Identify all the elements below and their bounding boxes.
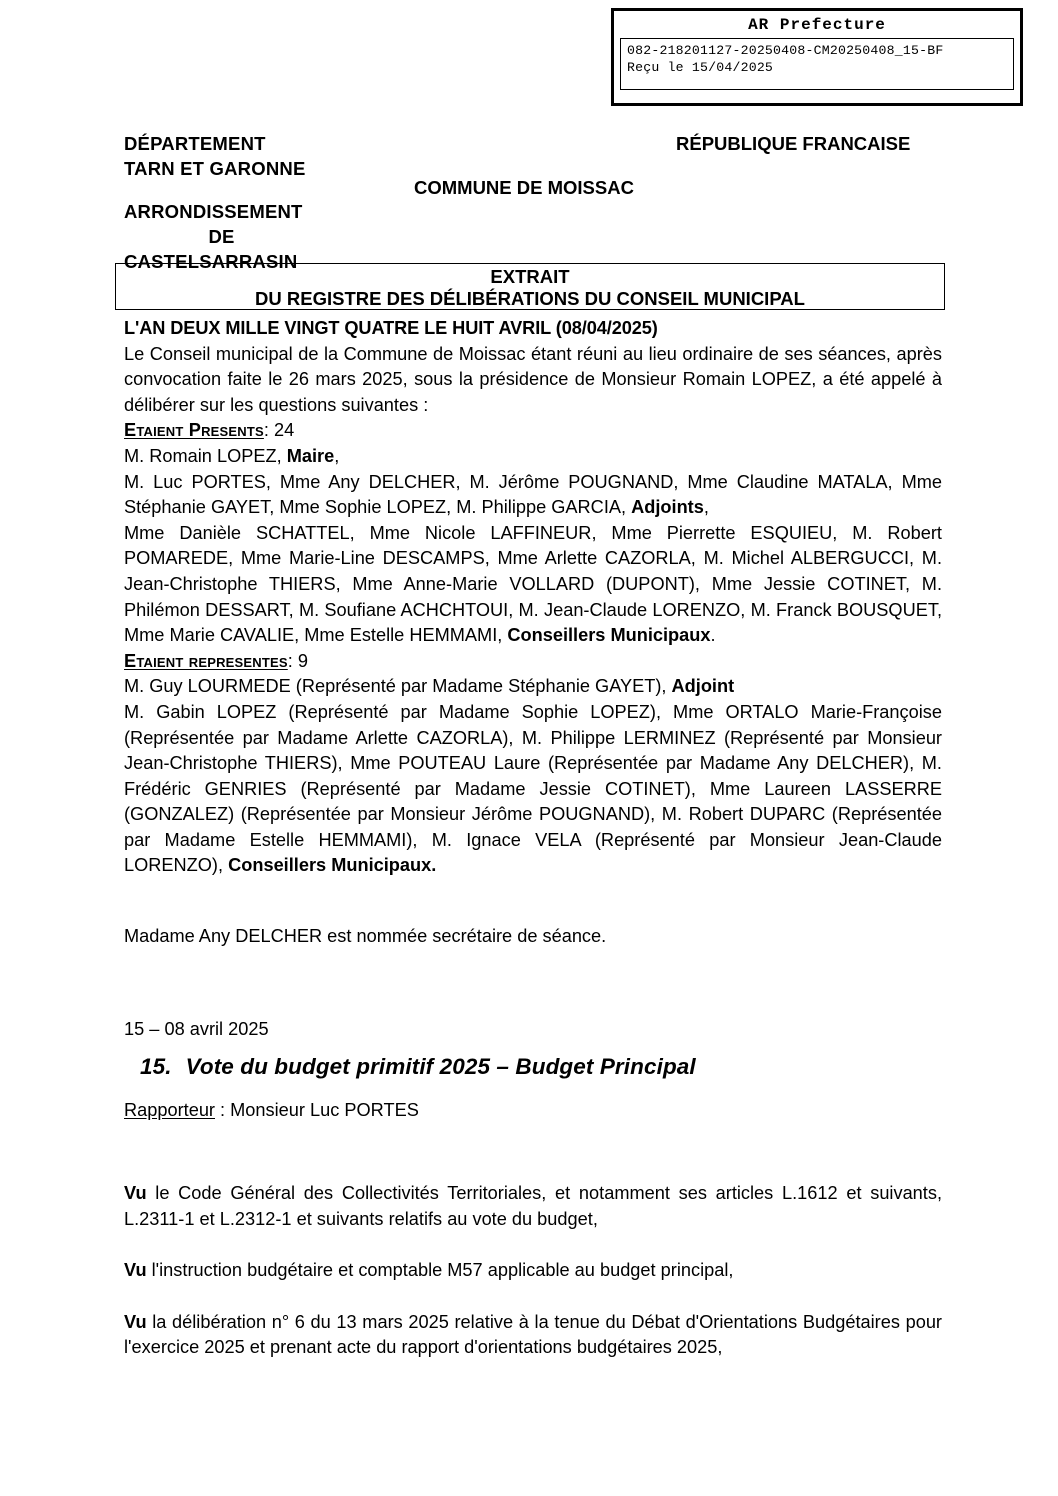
represented-label: Etaient representes bbox=[124, 650, 288, 671]
maire-role: Maire bbox=[286, 445, 335, 466]
deliberation-title-text: Vote du budget primitif 2025 – Budget Principal bbox=[185, 1054, 696, 1079]
adjoints-line bbox=[124, 470, 942, 521]
departement-block bbox=[124, 131, 306, 181]
departement-name: TARN ET GARONNE bbox=[124, 158, 306, 179]
rapporteur-value: : Monsieur Luc PORTES bbox=[215, 1100, 419, 1120]
maire-line bbox=[124, 444, 942, 470]
commune-heading: COMMUNE DE MOISSAC bbox=[414, 177, 634, 198]
represented-adjoint-name: M. Guy LOURMEDE (Représenté par Madame Stéphanie GAYET), bbox=[124, 676, 672, 697]
arrondissement-label: ARRONDISSEMENT bbox=[124, 201, 303, 222]
conseillers-present-tail: . bbox=[710, 625, 716, 646]
extrait-line-1: EXTRAIT bbox=[490, 266, 570, 287]
deliberation-title bbox=[140, 1052, 950, 1082]
rapporteur-label: Rapporteur bbox=[124, 1100, 215, 1120]
secretary-line: Madame Any DELCHER est nommée secrétaire de séance. bbox=[124, 926, 607, 946]
vu-prefix: Vu bbox=[124, 1183, 147, 1203]
adjoints-names: M. Luc PORTES, Mme Any DELCHER, M. Jérôme POUGNAND, Mme Claudine MATALA, Mme Stéphanie GAYET, Mme Sophie LOPEZ, M. Philippe GARCIA, bbox=[124, 471, 942, 518]
departement-label: DÉPARTEMENT bbox=[124, 133, 266, 154]
adjoints-tail: , bbox=[703, 497, 709, 518]
conseillers-present-names: Mme Danièle SCHATTEL, Mme Nicole LAFFINEUR, Mme Pierrette ESQUIEU, M. Robert POMAREDE, Mme Marie-Line DESCAMPS, Mme Arlette CAZORLA, M. Michel ALBERGUCCI, M. Jean-Christophe THIERS, Mme Anne-Marie VOLLARD (DUPONT), Mme Jessie COTINET, M. Philémon DESSART, M. Soufiane ACHCHTOUI, M. Jean-Claude LORENZO, M. Franck BOUSQUET, Mme Marie CAVALIE, Mme Estelle HEMMAMI, bbox=[124, 522, 942, 646]
maire-name: M. Romain LOPEZ, bbox=[124, 445, 287, 466]
session-body bbox=[124, 316, 942, 879]
represented-conseillers-names: M. Gabin LOPEZ (Représenté par Madame Sophie LOPEZ), Mme ORTALO Marie-Françoise (Représentée par Madame Arlette CAZORLA), M. Philippe LERMINEZ (Représenté par Monsieur Jean-Christophe THIERS), Mme POUTEAU Laure (Représentée par Madame Any DELCHER), M. Frédéric GENRIES (Représenté par Madame Jessie COTINET), Mme Laureen LASSERRE (GONZALEZ) (Représentée par Monsieur Jérôme POUGNAND), M. Robert DUPARC (Représentée par Madame Estelle HEMMAMI), M. Ignace VELA (Représenté par Monsieur Jean-Claude LORENZO), bbox=[124, 701, 942, 876]
rapporteur-line bbox=[124, 1098, 419, 1124]
represented-conseillers-role: Conseillers Municipaux. bbox=[228, 855, 437, 876]
vu-prefix: Vu bbox=[124, 1311, 147, 1332]
vu-clause bbox=[124, 1258, 942, 1284]
arrondissement-name: CASTELSARRASIN bbox=[124, 251, 298, 272]
ar-stamp-received-date: Reçu le 15/04/2025 bbox=[627, 60, 774, 75]
ar-prefecture-stamp bbox=[611, 8, 1023, 106]
presents-label: Etaient Presents bbox=[124, 420, 264, 441]
represented-count: : 9 bbox=[287, 650, 308, 671]
conseillers-present-line bbox=[124, 521, 942, 649]
session-date-title: L'AN DEUX MILLE VINGT QUATRE LE HUIT AVRIL (08/04/2025) bbox=[124, 318, 658, 338]
vu-clause bbox=[124, 1310, 942, 1361]
vu-text: l'instruction budgétaire et comptable M57 applicable au budget principal, bbox=[146, 1260, 734, 1281]
presents-count: : 24 bbox=[263, 420, 295, 441]
arrondissement-de: DE bbox=[208, 226, 235, 247]
vu-prefix: Vu bbox=[124, 1260, 147, 1281]
represented-adjoint-line bbox=[124, 674, 942, 700]
represented-adjoint-role: Adjoint bbox=[671, 676, 735, 697]
vu-clause bbox=[124, 1181, 942, 1232]
deliberation-number-date: 15 – 08 avril 2025 bbox=[124, 1019, 269, 1039]
vu-clauses-block bbox=[124, 1181, 942, 1387]
extrait-line-2: DU REGISTRE DES DÉLIBÉRATIONS DU CONSEIL MUNICIPAL bbox=[255, 288, 805, 309]
ar-stamp-title: AR Prefecture bbox=[748, 16, 886, 34]
vu-text: le Code Général des Collectivités Territoriales, et notamment ses articles L.1612 et suivants, L.2311-1 et L.2312-1 et suivants relatifs au vote du budget, bbox=[124, 1183, 942, 1229]
adjoints-role: Adjoints bbox=[631, 497, 704, 518]
session-intro-paragraph: Le Conseil municipal de la Commune de Moissac étant réuni au lieu ordinaire de ses séances, après convocation faite le 26 mars 2025, sous la présidence de Monsieur Romain LOPEZ, a été appelé à délibérer sur les questions suivantes : bbox=[124, 343, 942, 415]
conseillers-present-role: Conseillers Municipaux bbox=[507, 625, 711, 646]
deliberation-title-number: 15. bbox=[140, 1054, 172, 1079]
presents-heading bbox=[124, 418, 942, 444]
maire-tail: , bbox=[334, 445, 340, 466]
ar-stamp-reference: 082-218201127-20250408-CM20250408_15-BF bbox=[627, 43, 944, 58]
vu-text: la délibération n° 6 du 13 mars 2025 relative à la tenue du Débat d'Orientations Budgétaires pour l'exercice 2025 et prenant acte du rapport d'orientations budgétaires 2025, bbox=[124, 1311, 942, 1358]
extrait-register-box bbox=[115, 263, 945, 310]
represented-heading bbox=[124, 649, 942, 675]
ar-stamp-details bbox=[620, 38, 1014, 90]
republique-francaise-heading: RÉPUBLIQUE FRANCAISE bbox=[676, 133, 911, 154]
represented-conseillers-line bbox=[124, 700, 942, 879]
